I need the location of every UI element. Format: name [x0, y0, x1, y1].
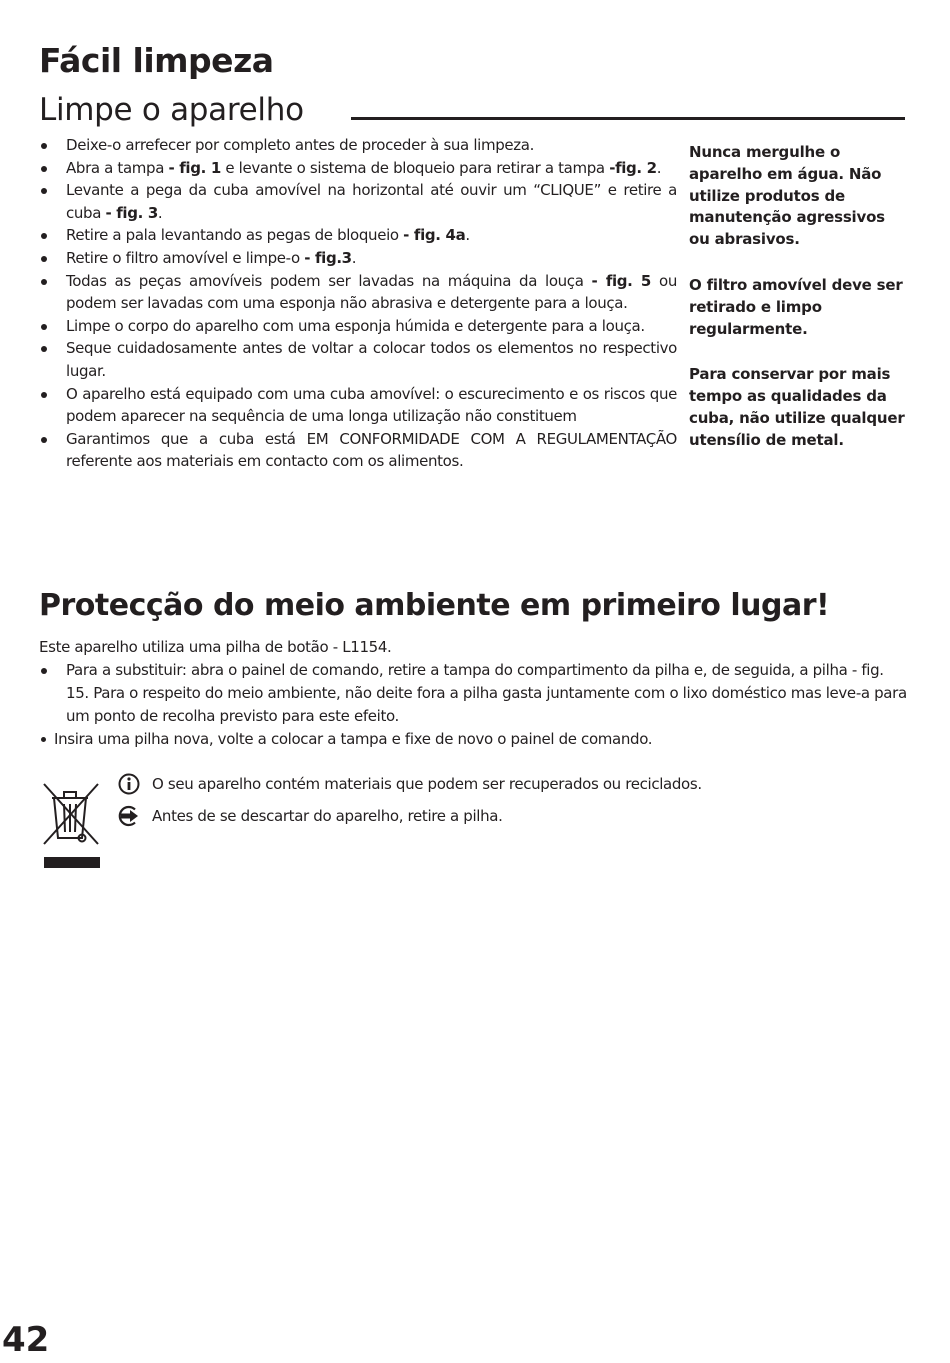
list-item-text: .	[656, 158, 662, 177]
figure-reference: -fig. 2	[609, 158, 657, 177]
figure-reference: - fig.3	[304, 248, 352, 267]
list-item	[39, 337, 677, 382]
list-item-text: Retire a pala levantando as pegas de bloqueio	[66, 226, 404, 245]
section-title-environment: Protecção do meio ambiente em primeiro lugar!	[39, 588, 830, 623]
list-item-text: O aparelho está equipado com uma cuba amovível: o escurecimento e os riscos que podem aparecer na sequência de uma longa utilização não constituem	[66, 384, 677, 426]
list-item-text: Todas as peças amovíveis podem ser lavadas na máquina da louça	[66, 271, 592, 290]
list-item-text: Abra a tampa	[66, 158, 169, 177]
battery-intro: Este aparelho utiliza uma pilha de botão - L1154.	[39, 638, 392, 656]
subtitle-clean-appliance: Limpe o aparelho	[39, 92, 304, 128]
list-item	[39, 134, 677, 157]
list-item-text: Garantimos que a cuba está EM CONFORMIDADE COM A REGULAMENTAÇÃO referente aos materiais em contacto com os alimentos.	[66, 429, 677, 471]
list-item	[39, 247, 677, 270]
list-item	[39, 157, 677, 180]
list-item-text: .	[465, 226, 470, 245]
list-item: Para a substituir: abra o painel de comando, retire a tampa do compartimento da pilha e, de seguida, a pilha - fig. 15. Para o respeito do meio ambiente, não deite fora a pilha gasta juntamente com o lixo doméstico mas leve-a para um ponto de recolha previsto para este efeito.	[39, 659, 907, 728]
list-item	[39, 270, 677, 315]
list-item-text: Levante a pega da cuba amovível na horizontal até ouvir um “CLIQUE” e retire a cuba	[66, 181, 677, 222]
note-water: Nunca mergulhe o aparelho em água. Não utilize produtos de manutenção agressivos ou abrasivos.	[689, 143, 885, 249]
cleaning-instructions-list	[39, 134, 677, 473]
figure-reference: - fig. 4a	[403, 226, 466, 245]
list-item	[39, 315, 677, 338]
list-item-text: e levante o sistema de bloqueio para retirar a tampa	[220, 158, 610, 177]
list-item-text: Seque cuidadosamente antes de voltar a colocar todos os elementos no respectivo lugar.	[66, 339, 677, 380]
warning-notes	[689, 142, 909, 476]
list-item	[39, 179, 677, 224]
heading-rule	[351, 117, 905, 120]
arrow-right-circle-icon	[118, 805, 140, 827]
list-item-text: Deixe-o arrefecer por completo antes de proceder à sua limpeza.	[66, 136, 535, 154]
list-item-text: .	[351, 248, 357, 267]
figure-reference: - fig. 5	[591, 271, 652, 290]
crossed-out-wheelie-bin-icon	[40, 782, 102, 872]
list-item-text: .	[157, 203, 163, 222]
info-circle-icon	[118, 773, 140, 795]
subtitle-row	[39, 90, 905, 130]
figure-reference: - fig. 3	[105, 203, 158, 222]
battery-instructions-list	[39, 659, 907, 751]
figure-reference: - fig. 1	[168, 158, 221, 177]
list-item-text: Retire o filtro amovível e limpe-o	[66, 248, 305, 267]
recycling-info-text: O seu aparelho contém materiais que podem ser recuperados ou reciclados.	[152, 775, 702, 793]
remove-battery-text: Antes de se descartar do aparelho, retire a pilha.	[152, 807, 503, 825]
list-item	[39, 383, 677, 428]
section-title-cleaning: Fácil limpeza	[39, 41, 274, 80]
list-item	[39, 428, 677, 473]
list-item-text: ou podem ser lavadas com uma esponja não abrasiva e detergente para a louça.	[66, 271, 677, 313]
list-item: Insira uma pilha nova, volte a colocar a tampa e fixe de novo o painel de comando.	[39, 728, 907, 751]
list-item-text: Limpe o corpo do aparelho com uma esponja húmida e detergente para a louça.	[66, 316, 645, 335]
note-filter: O filtro amovível deve ser retirado e limpo regularmente.	[689, 275, 903, 338]
page-number: 42	[2, 1320, 50, 1360]
list-item	[39, 224, 677, 247]
note-metal-utensils: Para conservar por mais tempo as qualidades da cuba, não utilize qualquer utensílio de metal.	[689, 365, 905, 449]
